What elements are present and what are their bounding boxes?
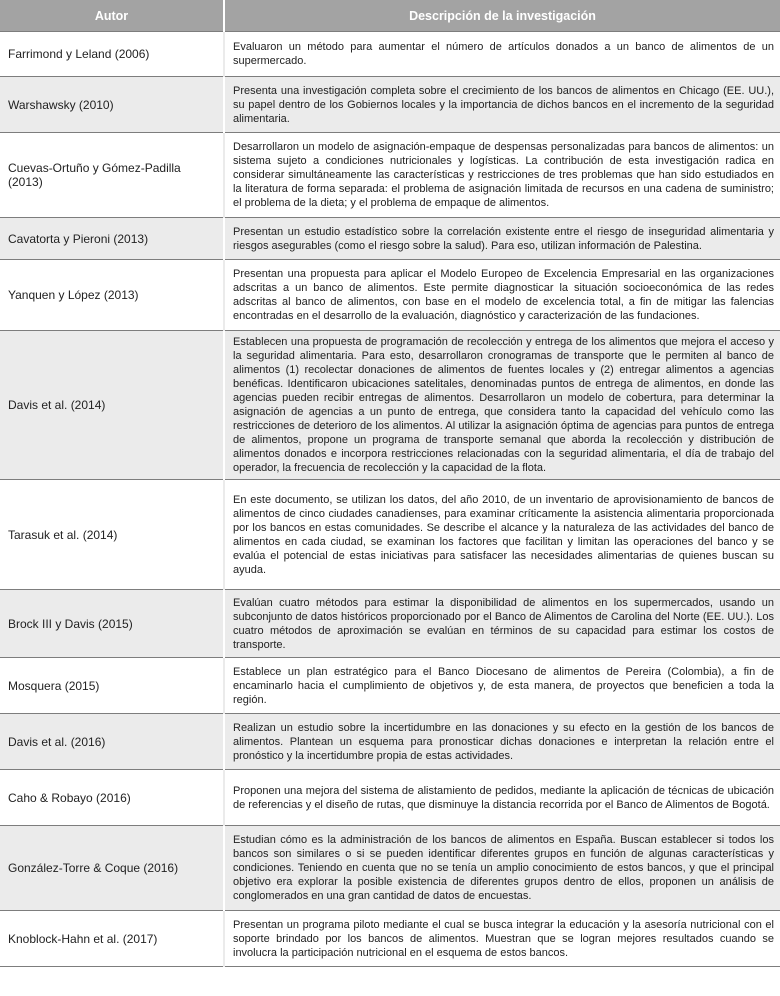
author-column-header: Autor xyxy=(0,0,224,32)
author-cell: Tarasuk et al. (2014) xyxy=(0,480,224,590)
description-cell: Presentan un programa piloto mediante el cual se busca integrar la educación y la asesoría nutricional con el soporte brindado por los bancos de alimentos. Muestran que se logran mejores resultados cuando se involucra la participación nutricional en el esquema de estos bancos. xyxy=(224,911,780,967)
table-row xyxy=(0,218,780,260)
description-column-header: Descripción de la investigación xyxy=(224,0,780,32)
author-cell: Caho & Robayo (2016) xyxy=(0,770,224,826)
table-row xyxy=(0,714,780,770)
description-cell: Proponen una mejora del sistema de alistamiento de pedidos, mediante la aplicación de técnicas de ubicación de referencias y el diseño de rutas, que disminuye la distancia recorrida por el Banco de Alimentos de Bogotá. xyxy=(224,770,780,826)
author-cell: Cuevas-Ortuño y Gómez-Padilla (2013) xyxy=(0,133,224,218)
table-row xyxy=(0,480,780,590)
description-cell: Desarrollaron un modelo de asignación-empaque de despensas personalizadas para bancos de alimentos: un sistema sujeto a condiciones nutricionales y logísticas. La contribución de esta investigación radica en considerar simultáneamente las características y restricciones de tres problemas que han sido estudiados en la literatura de forma separada: el problema de asignación limitada de recursos en una cadena de suministro; el problema de la dieta; y el problema de empaque de alimentos. xyxy=(224,133,780,218)
author-cell: Knoblock-Hahn et al. (2017) xyxy=(0,911,224,967)
description-cell: Presentan un estudio estadístico sobre la correlación existente entre el riesgo de inseguridad alimentaria y riesgos asegurables (como el riesgo sobre la salud). Para eso, utilizan información de Palestina. xyxy=(224,218,780,260)
table-row xyxy=(0,911,780,967)
header-row xyxy=(0,0,780,32)
author-cell: Mosquera (2015) xyxy=(0,658,224,714)
description-cell: Evalúan cuatro métodos para estimar la disponibilidad de alimentos en los supermercados, usando un subconjunto de datos históricos proporcionado por el Banco de Alimentos de Carolina del Norte (EE. UU.). Los cuatro métodos de aproximación se evalúan en términos de su capacidad para estimar los costos de transporte. xyxy=(224,590,780,658)
table-row xyxy=(0,32,780,77)
description-cell: Evaluaron un método para aumentar el número de artículos donados a un banco de alimentos de un supermercado. xyxy=(224,32,780,77)
table-row xyxy=(0,260,780,331)
author-cell: Davis et al. (2016) xyxy=(0,714,224,770)
table-row xyxy=(0,331,780,480)
table-row xyxy=(0,77,780,133)
description-cell: En este documento, se utilizan los datos, del año 2010, de un inventario de aprovisionamiento de bancos de alimentos de cinco ciudades canadienses, para examinar críticamente la asistencia alimentaria proporcionada por los bancos en estas comunidades. Se describe el alcance y la naturaleza de las actividades del banco de alimentos en cada ciudad, se examinan los factores que facilitan y limitan las operaciones del banco y se evalúa el potencial de estas iniciativas para satisfacer las necesidades alimentarias de quienes buscan su ayuda. xyxy=(224,480,780,590)
description-cell: Estudian cómo es la administración de los bancos de alimentos en España. Buscan establecer si todos los bancos son similares o si se pueden identificar diferentes grupos en función de algunas características y condiciones. Teniendo en cuenta que no se tenía un amplio conocimiento de estos bancos, y que el principal objetivo era explorar la posible existencia de diferentes grupos dentro de ellos, proponen un análisis de conglomerados en una gran cantidad de datos de encuestas. xyxy=(224,826,780,911)
author-cell: Cavatorta y Pieroni (2013) xyxy=(0,218,224,260)
description-cell: Establece un plan estratégico para el Banco Diocesano de alimentos de Pereira (Colombia), a fin de encaminarlo hacia el cumplimiento de objetivos y, de esta manera, de proyectos que beneficien a toda la región. xyxy=(224,658,780,714)
table-row xyxy=(0,826,780,911)
author-cell: González-Torre & Coque (2016) xyxy=(0,826,224,911)
author-cell: Brock III y Davis (2015) xyxy=(0,590,224,658)
table-row xyxy=(0,770,780,826)
author-cell: Farrimond y Leland (2006) xyxy=(0,32,224,77)
description-cell: Presenta una investigación completa sobre el crecimiento de los bancos de alimentos en Chicago (EE. UU.), su papel dentro de los Gobiernos locales y la importancia de dichos bancos en el incremento de la seguridad alimentaria. xyxy=(224,77,780,133)
author-cell: Yanquen y López (2013) xyxy=(0,260,224,331)
table-row xyxy=(0,658,780,714)
description-cell: Establecen una propuesta de programación de recolección y entrega de los alimentos que mejora el acceso y la seguridad alimentaria. Para esto, desarrollaron cronogramas de transporte que le permiten al banco de alimentos (1) recolectar donaciones de alimentos de fuentes locales y (2) entregar alimentos a agencias benéficas. Identificaron ubicaciones satelitales, denominadas puntos de entrega de alimentos, en donde las agencias pueden recibir entregas de alimentos. Desarrollaron un modelo de cobertura, para determinar la asignación de agencias a un punto de entrega, que considera tanto la capacidad del vehículo como las restricciones de deterioro de los alimentos. Al utilizar la asignación óptima de agencias para puntos de entrega de alimentos, propone un programa de transporte semanal que aborda la recolección y distribución de alimentos donados e incorpora restricciones relacionadas con la seguridad alimentaria, el día de trabajo del operador, la frecuencia de recolección y la capacidad de la flota. xyxy=(224,331,780,480)
author-cell: Warshawsky (2010) xyxy=(0,77,224,133)
description-cell: Realizan un estudio sobre la incertidumbre en las donaciones y su efecto en la gestión de los bancos de alimentos. Plantean un esquema para pronosticar dichas donaciones e interpretan la relación entre el pronóstico y la incertidumbre propia de estas actividades. xyxy=(224,714,780,770)
author-cell: Davis et al. (2014) xyxy=(0,331,224,480)
description-cell: Presentan una propuesta para aplicar el Modelo Europeo de Excelencia Empresarial en las organizaciones adscritas a un banco de alimentos. Este permite diagnosticar la situación socioeconómica de las redes adscritas al banco de alimentos, con base en el modelo de excelencia total, a fin de mitigar las falencias encontradas en el desarrollo de la evaluación, diagnóstico y caracterización de las fundaciones. xyxy=(224,260,780,331)
table-row xyxy=(0,590,780,658)
table-row xyxy=(0,133,780,218)
